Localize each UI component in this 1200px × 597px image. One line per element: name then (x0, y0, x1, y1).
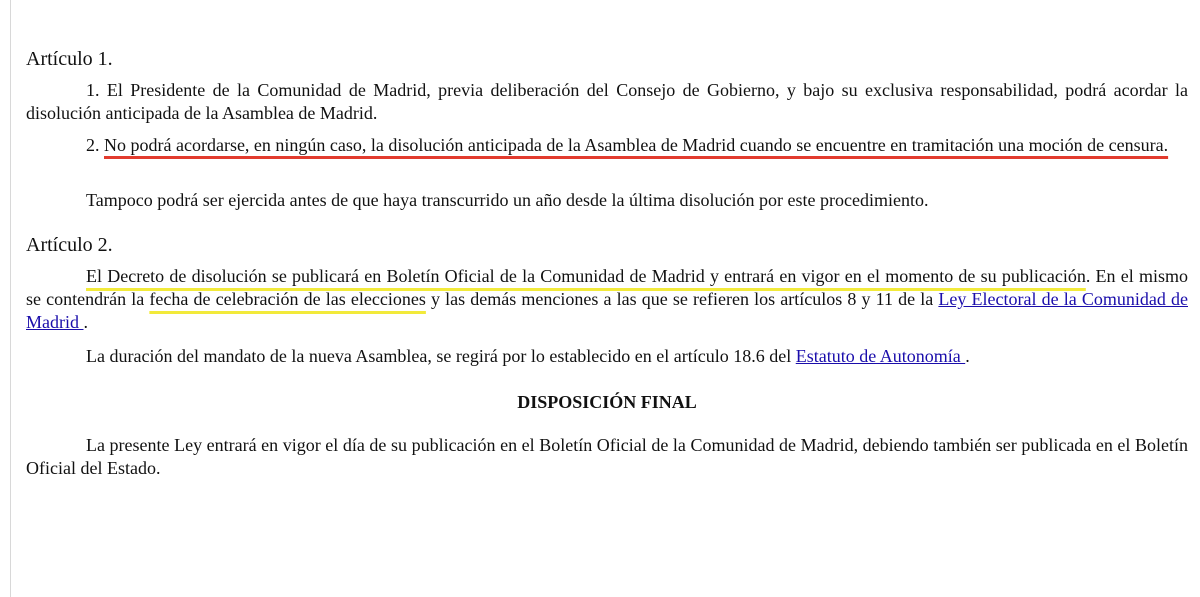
article-2-paragraph-2-text: La duración del mandato de la nueva Asamblea, se regirá por lo establecido en el artículo 18.6 del (86, 346, 796, 366)
final-disposition-text: La presente Ley entrará en vigor el día de su publicación en el Boletín Oficial de la Comunidad de Madrid, debiendo también ser publicada en el Boletín Oficial del Estado. (26, 435, 1188, 478)
final-disposition-paragraph (26, 434, 1188, 480)
final-disposition-heading: DISPOSICIÓN FINAL (517, 392, 697, 412)
article-2-paragraph-1-end: . (83, 312, 88, 332)
article-2-paragraph-1 (26, 265, 1188, 334)
article-1-paragraph-1 (26, 79, 1188, 125)
article-2-paragraph-2-end: . (965, 346, 970, 366)
article-2-paragraph-1-text-2: y las demás menciones a las que se refieren los artículos 8 y 11 de la (425, 289, 939, 309)
article-2-heading: Artículo 2. (26, 234, 113, 256)
ley-electoral-link[interactable]: Ley Electoral de la Comunidad de Madrid (26, 289, 1188, 332)
article-1-paragraph-3 (26, 189, 1188, 212)
article-2-paragraph-1-text-1: . En el mismo se contendrán la (26, 266, 1188, 309)
left-border (10, 0, 11, 597)
article-1-heading: Artículo 1. (26, 48, 113, 70)
yellow-underline-highlight-decree: El Decreto de disolución se publicará en Boletín Oficial de la Comunidad de Madrid y entrará en vigor en el momento de su publicación (86, 266, 1086, 286)
article-1-paragraph-2-prefix: 2. (86, 135, 104, 155)
estatuto-autonomia-link[interactable]: Estatuto de Autonomía (795, 346, 966, 366)
yellow-underline-highlight-election-date: fecha de celebración de las elecciones (149, 289, 426, 309)
article-1-paragraph-2 (26, 134, 1188, 157)
article-1-paragraph-3-text: Tampoco podrá ser ejercida antes de que haya transcurrido un año desde la última disolución por este procedimiento. (86, 190, 929, 210)
article-1-paragraph-1-text: 1. El Presidente de la Comunidad de Madrid, previa deliberación del Consejo de Gobierno, y bajo su exclusiva responsabilidad, podrá acordar la disolución anticipada de la Asamblea de Madrid. (26, 80, 1188, 123)
article-2-paragraph-2 (26, 345, 1188, 368)
red-underline-highlight: No podrá acordarse, en ningún caso, la disolución anticipada de la Asamblea de Madrid cuando se encuentre en tramitación una moción de censura. (104, 135, 1169, 155)
